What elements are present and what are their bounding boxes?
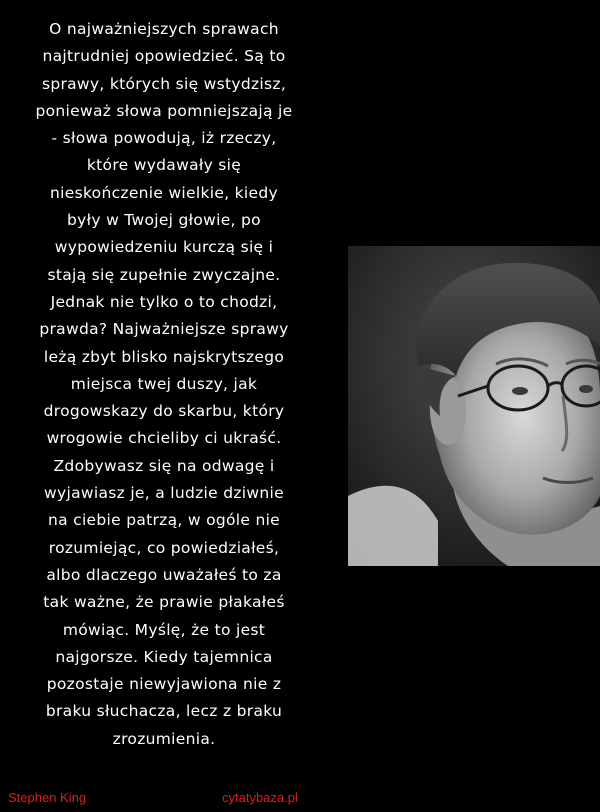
quote-line: pozostaje niewyjawiona nie z	[46, 675, 282, 694]
quote-line: miejsca twej duszy, jak	[70, 374, 258, 393]
quote-line: najgorsze. Kiedy tajemnica	[55, 647, 273, 666]
quote-line: które wydawały się	[86, 156, 242, 175]
quote-line: wrogowie chcieliby ci ukraść.	[46, 429, 282, 448]
quote-line: Jednak nie tylko o to chodzi,	[50, 292, 278, 311]
quote-line: albo dlaczego uważałeś to za	[46, 565, 282, 584]
quote-line: tak ważne, że prawie płakałeś	[43, 593, 285, 612]
quote-line: stają się zupełnie zwyczajne.	[47, 265, 281, 284]
quote-line: zrozumienia.	[112, 729, 216, 748]
quote-line: drogowskazy do skarbu, który	[43, 402, 285, 421]
quote-line: sprawy, których się wstydzisz,	[41, 74, 287, 93]
quote-line: ponieważ słowa pomniejszają je	[35, 101, 293, 120]
quote-line: Zdobywasz się na odwagę i	[53, 456, 275, 475]
quote-line: braku słuchacza, lecz z braku	[45, 702, 283, 721]
quote-line: O najważniejszych sprawach	[49, 20, 279, 38]
site-link[interactable]: cytatybaza.pl	[222, 790, 298, 805]
author-portrait	[348, 246, 600, 566]
quote-line: były w Twojej głowie, po	[67, 211, 261, 230]
quote-line: - słowa powodują, iż rzeczy,	[51, 129, 277, 148]
quote-line: mówiąc. Myślę, że to jest	[62, 620, 266, 639]
quote-line: leżą zbyt blisko najskrytszego	[43, 347, 285, 366]
quote-line: wyjawiasz je, a ludzie dziwnie	[44, 484, 284, 503]
quote-line: najtrudniej opowiedzieć. Są to	[42, 47, 286, 66]
quote-line: rozumiejąc, co powiedziałeś,	[48, 538, 280, 557]
quote-line: nieskończenie wielkie, kiedy	[50, 183, 278, 202]
quote-line: na ciebie patrzą, w ogóle nie	[47, 511, 281, 530]
author-name: Stephen King	[8, 790, 87, 805]
quote-line: wypowiedzeniu kurczą się i	[54, 238, 274, 257]
quote-line: prawda? Najważniejsze sprawy	[39, 320, 289, 339]
quote-text	[14, 16, 314, 753]
